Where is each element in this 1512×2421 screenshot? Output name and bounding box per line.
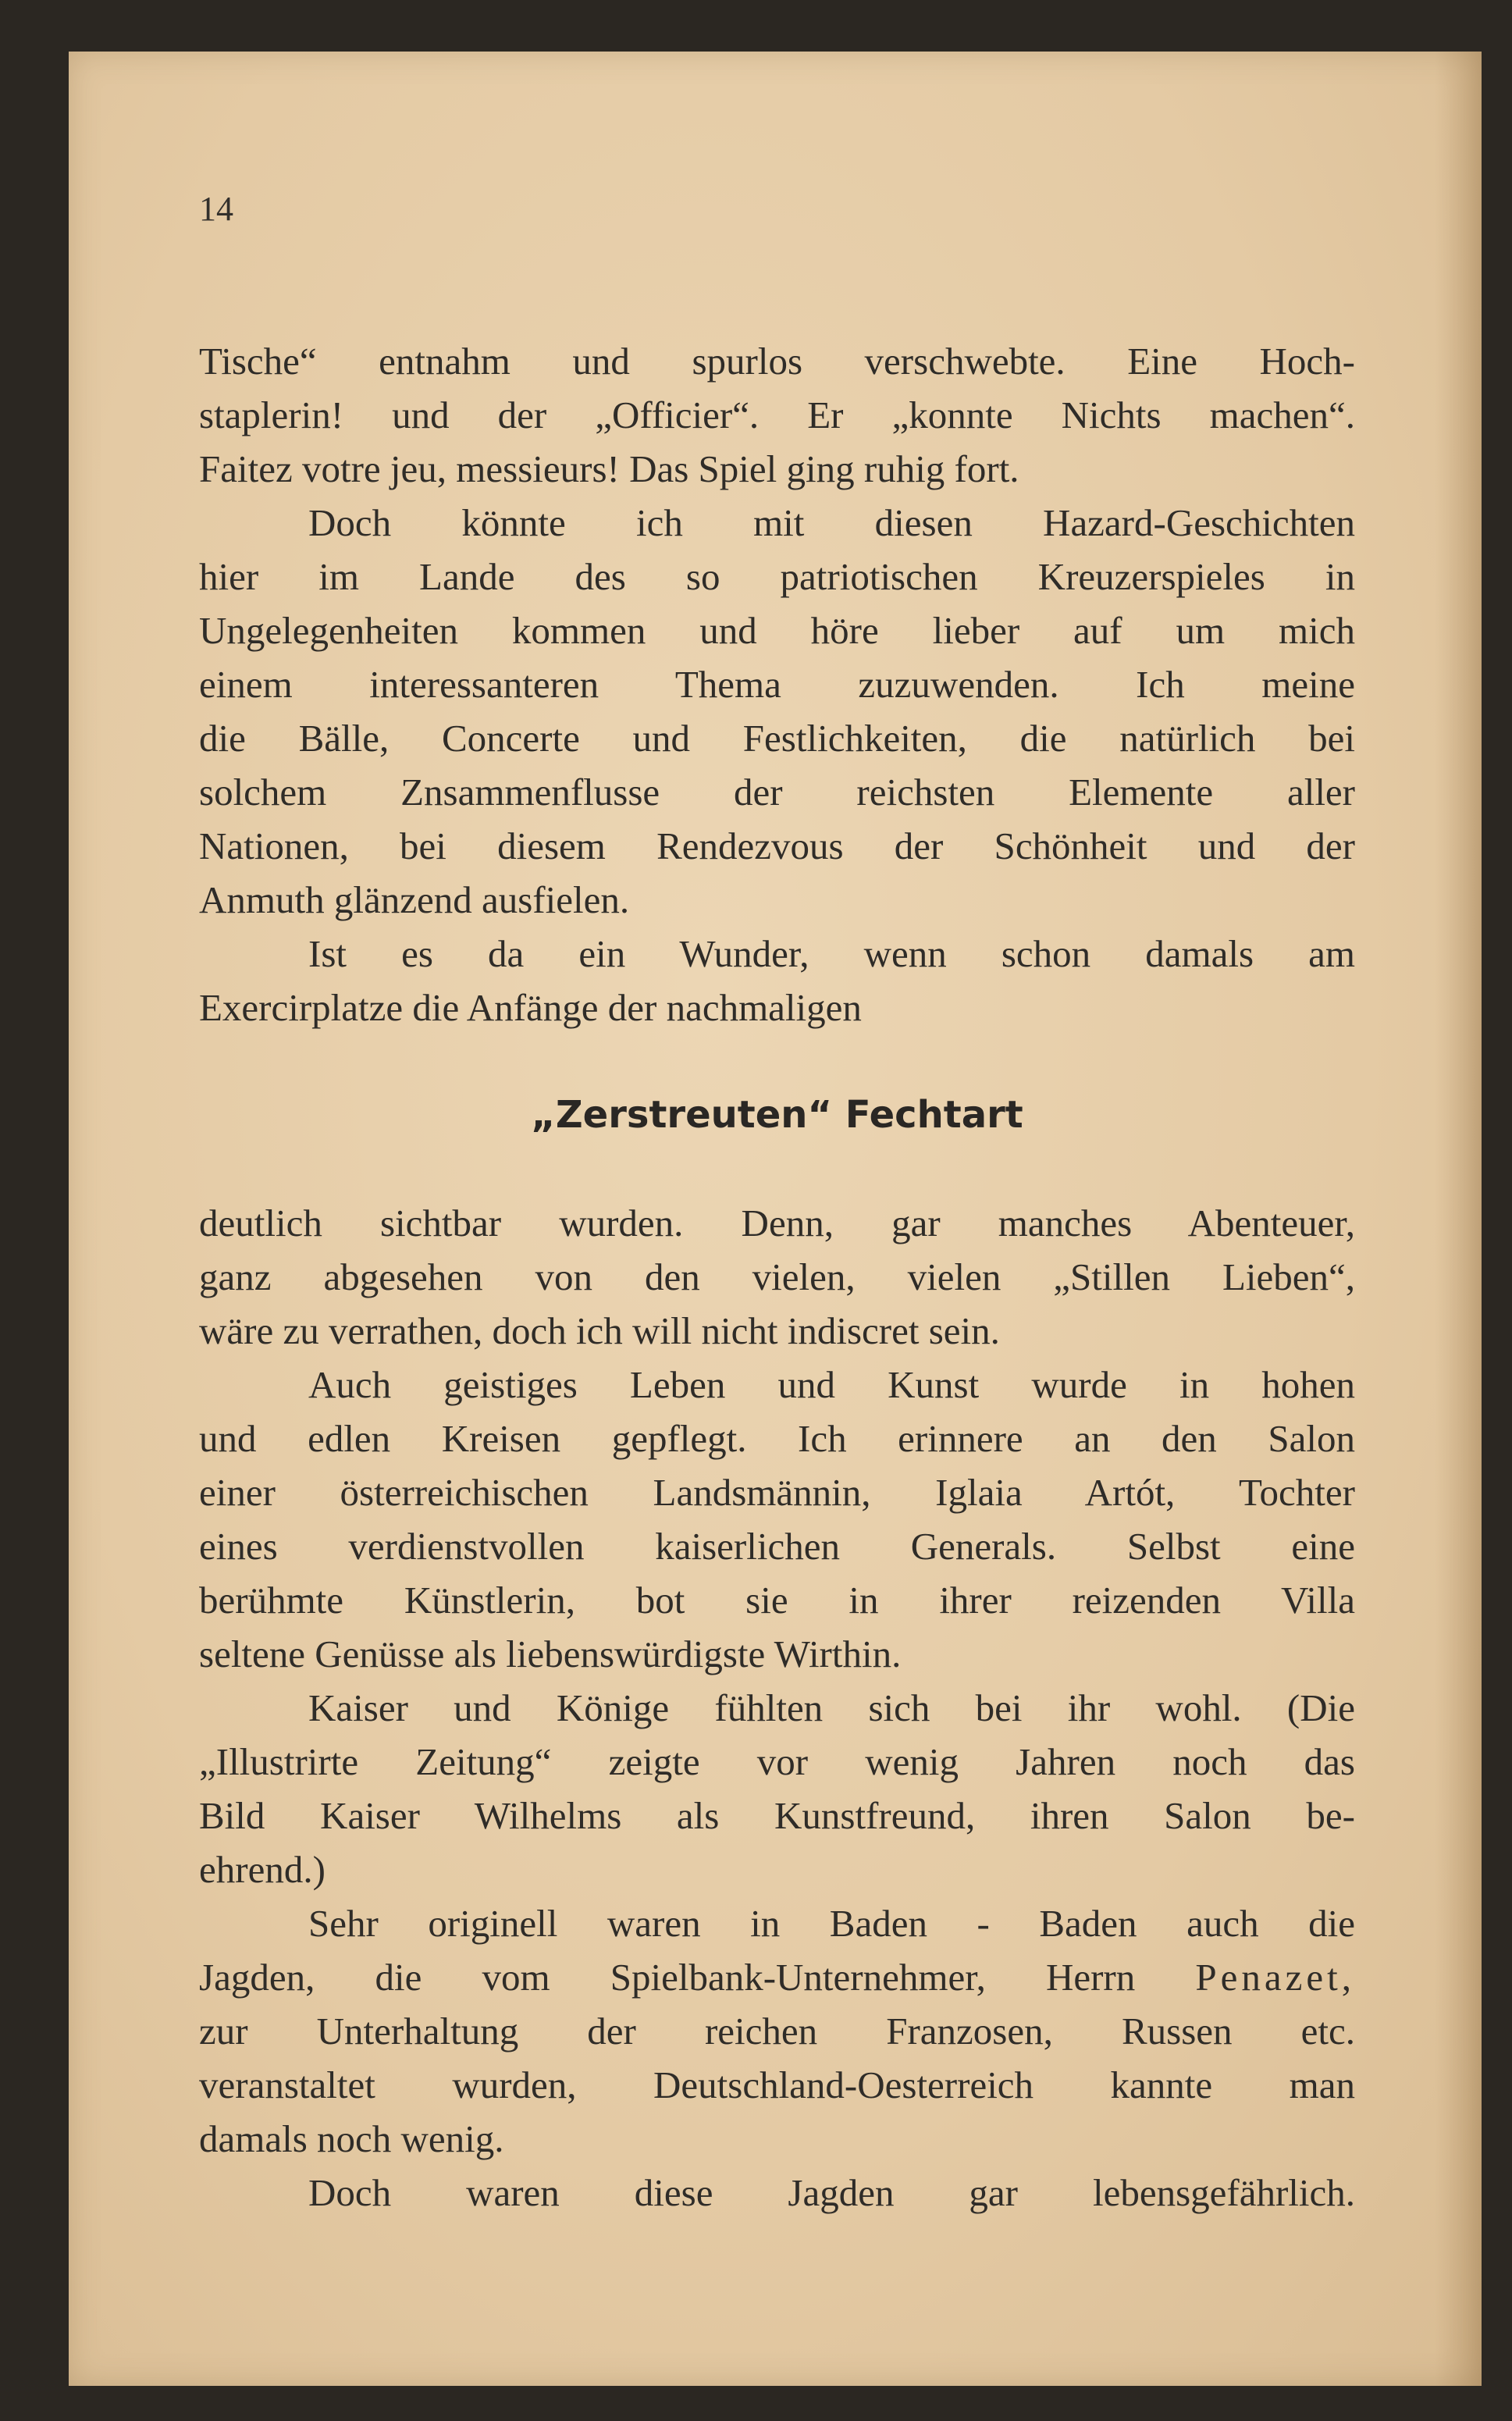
text-line: einer österreichischen Landsmännin, Iglaia Artót, Tochter (199, 1471, 1355, 1514)
text-line: deutlich sichtbar wurden. Denn, gar manches Abenteuer, (199, 1202, 1355, 1244)
text-line: Sehr originell waren in Baden - Baden auch die (308, 1902, 1355, 1945)
text-line: Faitez votre jeu, messieurs! Das Spiel ging ruhig fort. (199, 447, 1019, 490)
text-line: veranstaltet wurden, Deutschland-Oesterreich kannte man (199, 2063, 1355, 2106)
text-line-segment: Jagden, die vom Spielbank-Unternehmer, Herrn (199, 1956, 1136, 1999)
text-line: Anmuth glänzend ausfielen. (199, 878, 630, 921)
section-heading: „Zerstreuten“ Fechtart (531, 1093, 1023, 1137)
text-line (199, 1950, 1355, 2004)
text-line: eines verdienstvollen kaiserlichen Generals. Selbst eine (199, 1525, 1355, 1568)
text-line: die Bälle, Concerte und Festlichkeiten, die natürlich bei (199, 717, 1355, 760)
body-text (199, 334, 1355, 2220)
text-line: Ist es da ein Wunder, wenn schon damals am (308, 932, 1355, 975)
text-line: Doch waren diese Jagden gar lebensgefährlich. (308, 2171, 1355, 2214)
text-line: Bild Kaiser Wilhelms als Kunstfreund, ihren Salon be- (199, 1794, 1355, 1837)
book-page (69, 52, 1482, 2386)
text-line: zur Unterhaltung der reichen Franzosen, Russen etc. (199, 2010, 1355, 2053)
page-edge-shadow (1435, 52, 1482, 2386)
text-line: Auch geistiges Leben und Kunst wurde in hohen (308, 1363, 1355, 1406)
text-line: Doch könnte ich mit diesen Hazard-Geschichten (308, 501, 1355, 544)
text-line: ganz abgesehen von den vielen, vielen „Stillen Lieben“, (199, 1255, 1355, 1298)
text-line: seltene Genüsse als liebenswürdigste Wirthin. (199, 1632, 902, 1675)
text-line: „Illustrirte Zeitung“ zeigte vor wenig Jahren noch das (199, 1740, 1355, 1783)
text-line: Nationen, bei diesem Rendezvous der Schönheit und der (199, 824, 1355, 867)
text-line: wäre zu verrathen, doch ich will nicht indiscret sein. (199, 1309, 1000, 1352)
text-line: Tische“ entnahm und spurlos verschwebte. Eine Hoch- (199, 340, 1355, 383)
text-line: Kaiser und Könige fühlten sich bei ihr wohl. (Die (308, 1686, 1355, 1729)
text-line: berühmte Künstlerin, bot sie in ihrer reizenden Villa (199, 1579, 1355, 1622)
text-line: solchem Znsammenflusse der reichsten Elemente aller (199, 771, 1355, 814)
text-line: hier im Lande des so patriotischen Kreuzerspieles in (199, 555, 1355, 598)
text-line: Ungelegenheiten kommen und höre lieber auf um mich (199, 609, 1355, 652)
text-line: ehrend.) (199, 1848, 326, 1891)
text-line: staplerin! und der „Officier“. Er „konnte Nichts machen“. (199, 393, 1355, 436)
page-number: 14 (199, 190, 233, 228)
text-line: und edlen Kreisen gepflegt. Ich erinnere an den Salon (199, 1417, 1355, 1460)
text-line: Exercirplatze die Anfänge der nachmaligen (199, 986, 862, 1029)
text-line: damals noch wenig. (199, 2117, 504, 2160)
text-line: einem interessanteren Thema zuzuwenden. Ich meine (199, 663, 1355, 706)
spaced-name: Penazet, (1195, 1956, 1356, 1999)
